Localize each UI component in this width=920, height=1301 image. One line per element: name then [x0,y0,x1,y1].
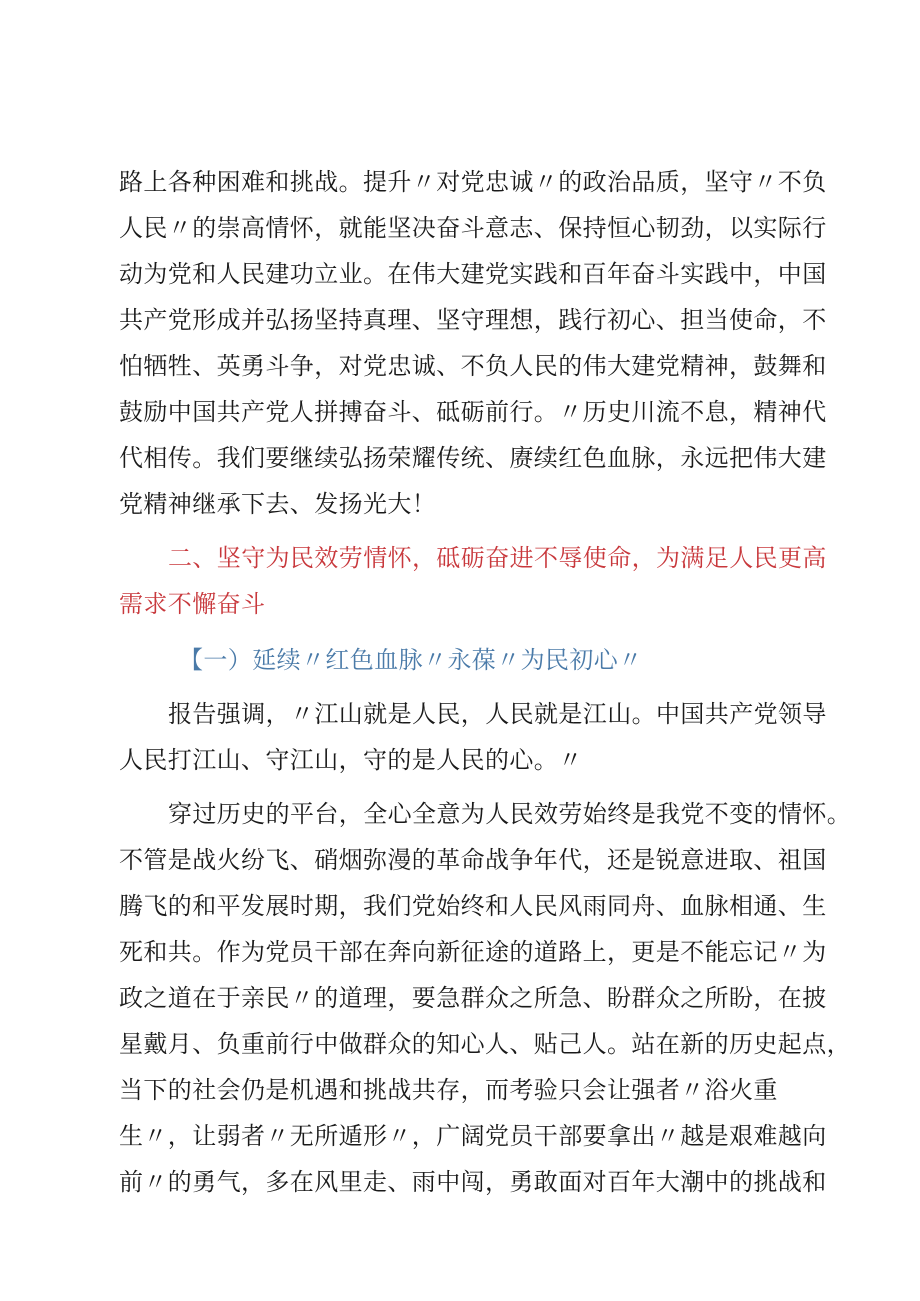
text-line: 动为党和人民建功立业。在伟大建党实践和百年奋斗实践中，中国 [119,260,827,288]
text-line: 不管是战火纷飞、硝烟弥漫的革命战争年代，还是锐意进取、祖国 [119,846,827,874]
text-line: 前〃的勇气，多在风里走、雨中闯，勇敢面对百年大潮中的挑战和 [119,1168,827,1196]
subheading: 【一）延续〃红色血脉〃永葆〃为民初心〃 [179,646,643,674]
section-heading [119,535,827,627]
text-line: 政之道在于亲民〃的道理，要急群众之所急、盼群众之所盼，在披 [119,984,827,1012]
text-line: 党精神继承下去、发扬光大！ [119,490,437,518]
paragraph [119,791,852,1205]
section-heading-line: 需求不懈奋斗 [119,590,266,618]
text-line: 鼓励中国共产党人拼搏奋斗、砥砺前行。〃历史川流不息，精神代 [119,398,827,426]
text-line: 腾飞的和平发展时期，我们党始终和人民风雨同舟、血脉相通、生 [119,892,827,920]
text-line: 代相传。我们要继续弘扬荣耀传统、赓续红色血脉，永远把伟大建 [119,444,827,472]
text-line: 人民〃的崇高情怀，就能坚决奋斗意志、保持恒心韧劲，以实际行 [119,214,827,242]
text-line: 路上各种困难和挑战。提升〃对党忠诚〃的政治品质，坚守〃不负 [119,168,827,196]
text-line: 人民打江山、守江山，守的是人民的心。〃 [119,746,583,774]
document-page [119,159,852,1205]
paragraph-continued [119,159,827,527]
text-line: 生〃，让弱者〃无所遁形〃，广阔党员干部要拿出〃越是艰难越向 [119,1122,827,1150]
text-line: 穿过历史的平台，全心全意为人民效劳始终是我党不变的情怀。 [168,800,852,828]
text-line: 报告强调，〃江山就是人民，人民就是江山。中国共产党领导 [168,700,827,728]
paragraph [119,691,827,783]
text-line: 当下的社会仍是机遇和挑战共存，而考验只会让强者〃浴火重 [119,1076,778,1104]
section-heading-line: 二、坚守为民效劳情怀，砥砺奋进不辱使命，为满足人民更高 [168,544,827,572]
text-line: 星戴月、负重前行中做群众的知心人、贴己人。站在新的历史起点， [119,1030,851,1058]
text-line: 怕牺牲、英勇斗争，对党忠诚、不负人民的伟大建党精神，鼓舞和 [119,352,827,380]
text-line: 共产党形成并弘扬坚持真理、坚守理想，践行初心、担当使命，不 [119,306,827,334]
text-line: 死和共。作为党员干部在奔向新征途的道路上，更是不能忘记〃为 [119,938,827,966]
